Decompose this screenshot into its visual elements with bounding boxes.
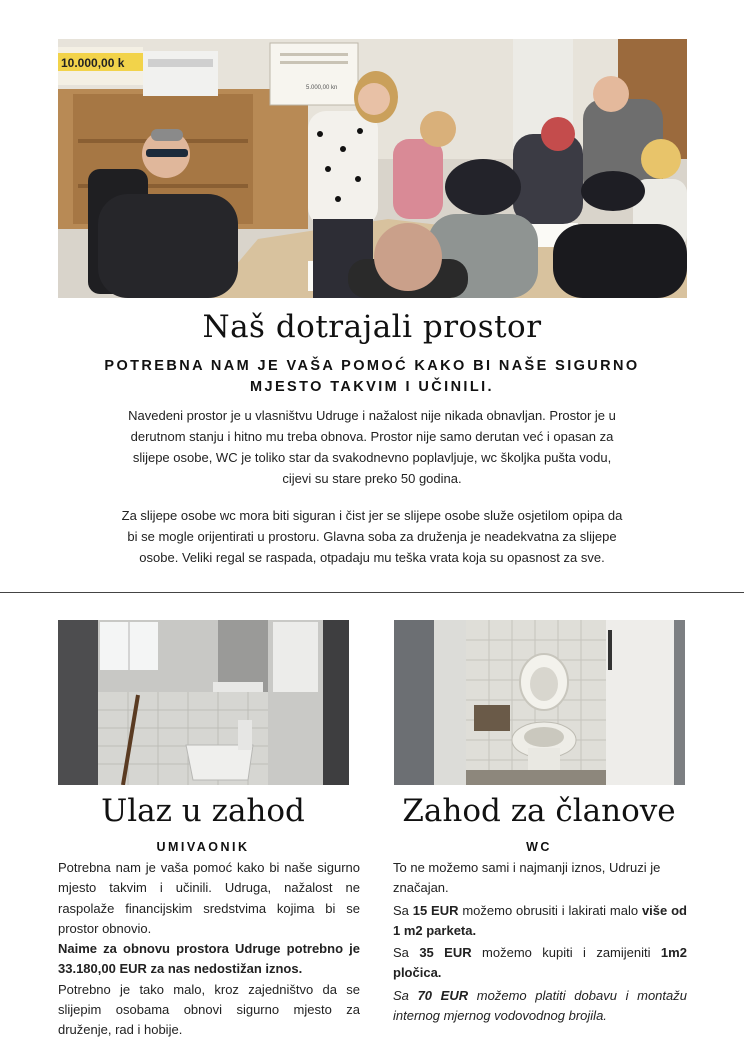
item1-bold-text: više od 1 m2 parketa. — [393, 902, 687, 938]
donation-item-15 — [393, 901, 687, 942]
item2-bold-text: 1m2 pločica. — [393, 945, 687, 981]
right-section-title: Zahod za članove — [402, 793, 676, 829]
washbasin-photo — [58, 620, 349, 785]
right-text-intro: To ne možemo sami i najmanji iznos, Udruzi je značajan. — [393, 860, 661, 896]
item3-text: možemo platiti dobavu i montažu internog mjernog vodovodnog brojila. — [393, 987, 687, 1024]
intro-paragraph-2: Za slijepe osobe wc mora biti siguran i čist jer se slijepe osobe služe osjetilom opipa da bi se mogle orijentirati u prostoru. Glavna soba za druženja je neadekvatna za slijepe osobe. Veliki regal se raspada, otpadaju mu teška vrata koja su opasnost za sve. — [121, 508, 623, 565]
right-section-text — [393, 858, 687, 1026]
item3-amount: 70 EUR — [417, 987, 469, 1003]
donation-item-70 — [393, 986, 687, 1027]
section-divider — [0, 592, 744, 593]
item2-text: možemo kupiti i zamijeniti — [482, 945, 651, 961]
item3-prefix: Sa — [393, 987, 409, 1003]
item1-amount: 15 EUR — [412, 902, 459, 918]
page-subtitle: POTREBNA NAM JE VAŠA POMOĆ KAKO BI NAŠE SIGURNO MJESTO TAKVIM I UČINILI. — [104, 358, 640, 395]
item1-text: možemo obrusiti i lakirati malo — [462, 902, 639, 918]
left-section-text — [58, 858, 360, 1041]
donation-item-35 — [393, 943, 687, 984]
left-text-para-2: Potrebno je tako malo, kroz zajedništvo da se slijepim osobama obnovi sigurno mjesto za druženje, rad i hobije. — [58, 981, 360, 1038]
left-text-bold-amount: Naime za obnovu prostora Udruge potrebno je 33.180,00 EUR za nas nedostižan iznos. — [58, 941, 360, 977]
check-amount-text: 10.000,00 k — [61, 56, 125, 70]
toilet-photo — [394, 620, 685, 785]
left-text-para-1: Potrebna nam je vaša pomoć kako bi naše sigurno mjesto takvim i učinili. Udruga, nažalost ne raspolaže financijskim sredstvima kojima bi se prostor obnovio. — [58, 860, 360, 936]
intro-paragraph-1: Navedeni prostor je u vlasništvu Udruge i nažalost nije nikada obnavljan. Prostor je u derutnom stanju i hitno mu treba obnova. Prostor nije samo derutan već i opasan za slijepe osobe, WC je toliko star da svakodnevno poplavljuje, wc školjka pušta vodu, cijevi su stare preko 50 godina. — [128, 408, 616, 486]
item1-prefix: Sa — [393, 902, 409, 918]
item2-amount: 35 EUR — [419, 945, 472, 961]
hero-photo-meeting — [58, 39, 687, 298]
page-title: Naš dotrajali prostor — [202, 309, 542, 345]
left-section-title: Ulaz u zahod — [101, 793, 305, 829]
item2-prefix: Sa — [393, 945, 409, 961]
certificate-amount-text: 5.000,00 kn — [306, 85, 338, 91]
right-section-subtitle: WC — [526, 840, 552, 854]
left-section-subtitle: UMIVAONIK — [156, 840, 250, 854]
